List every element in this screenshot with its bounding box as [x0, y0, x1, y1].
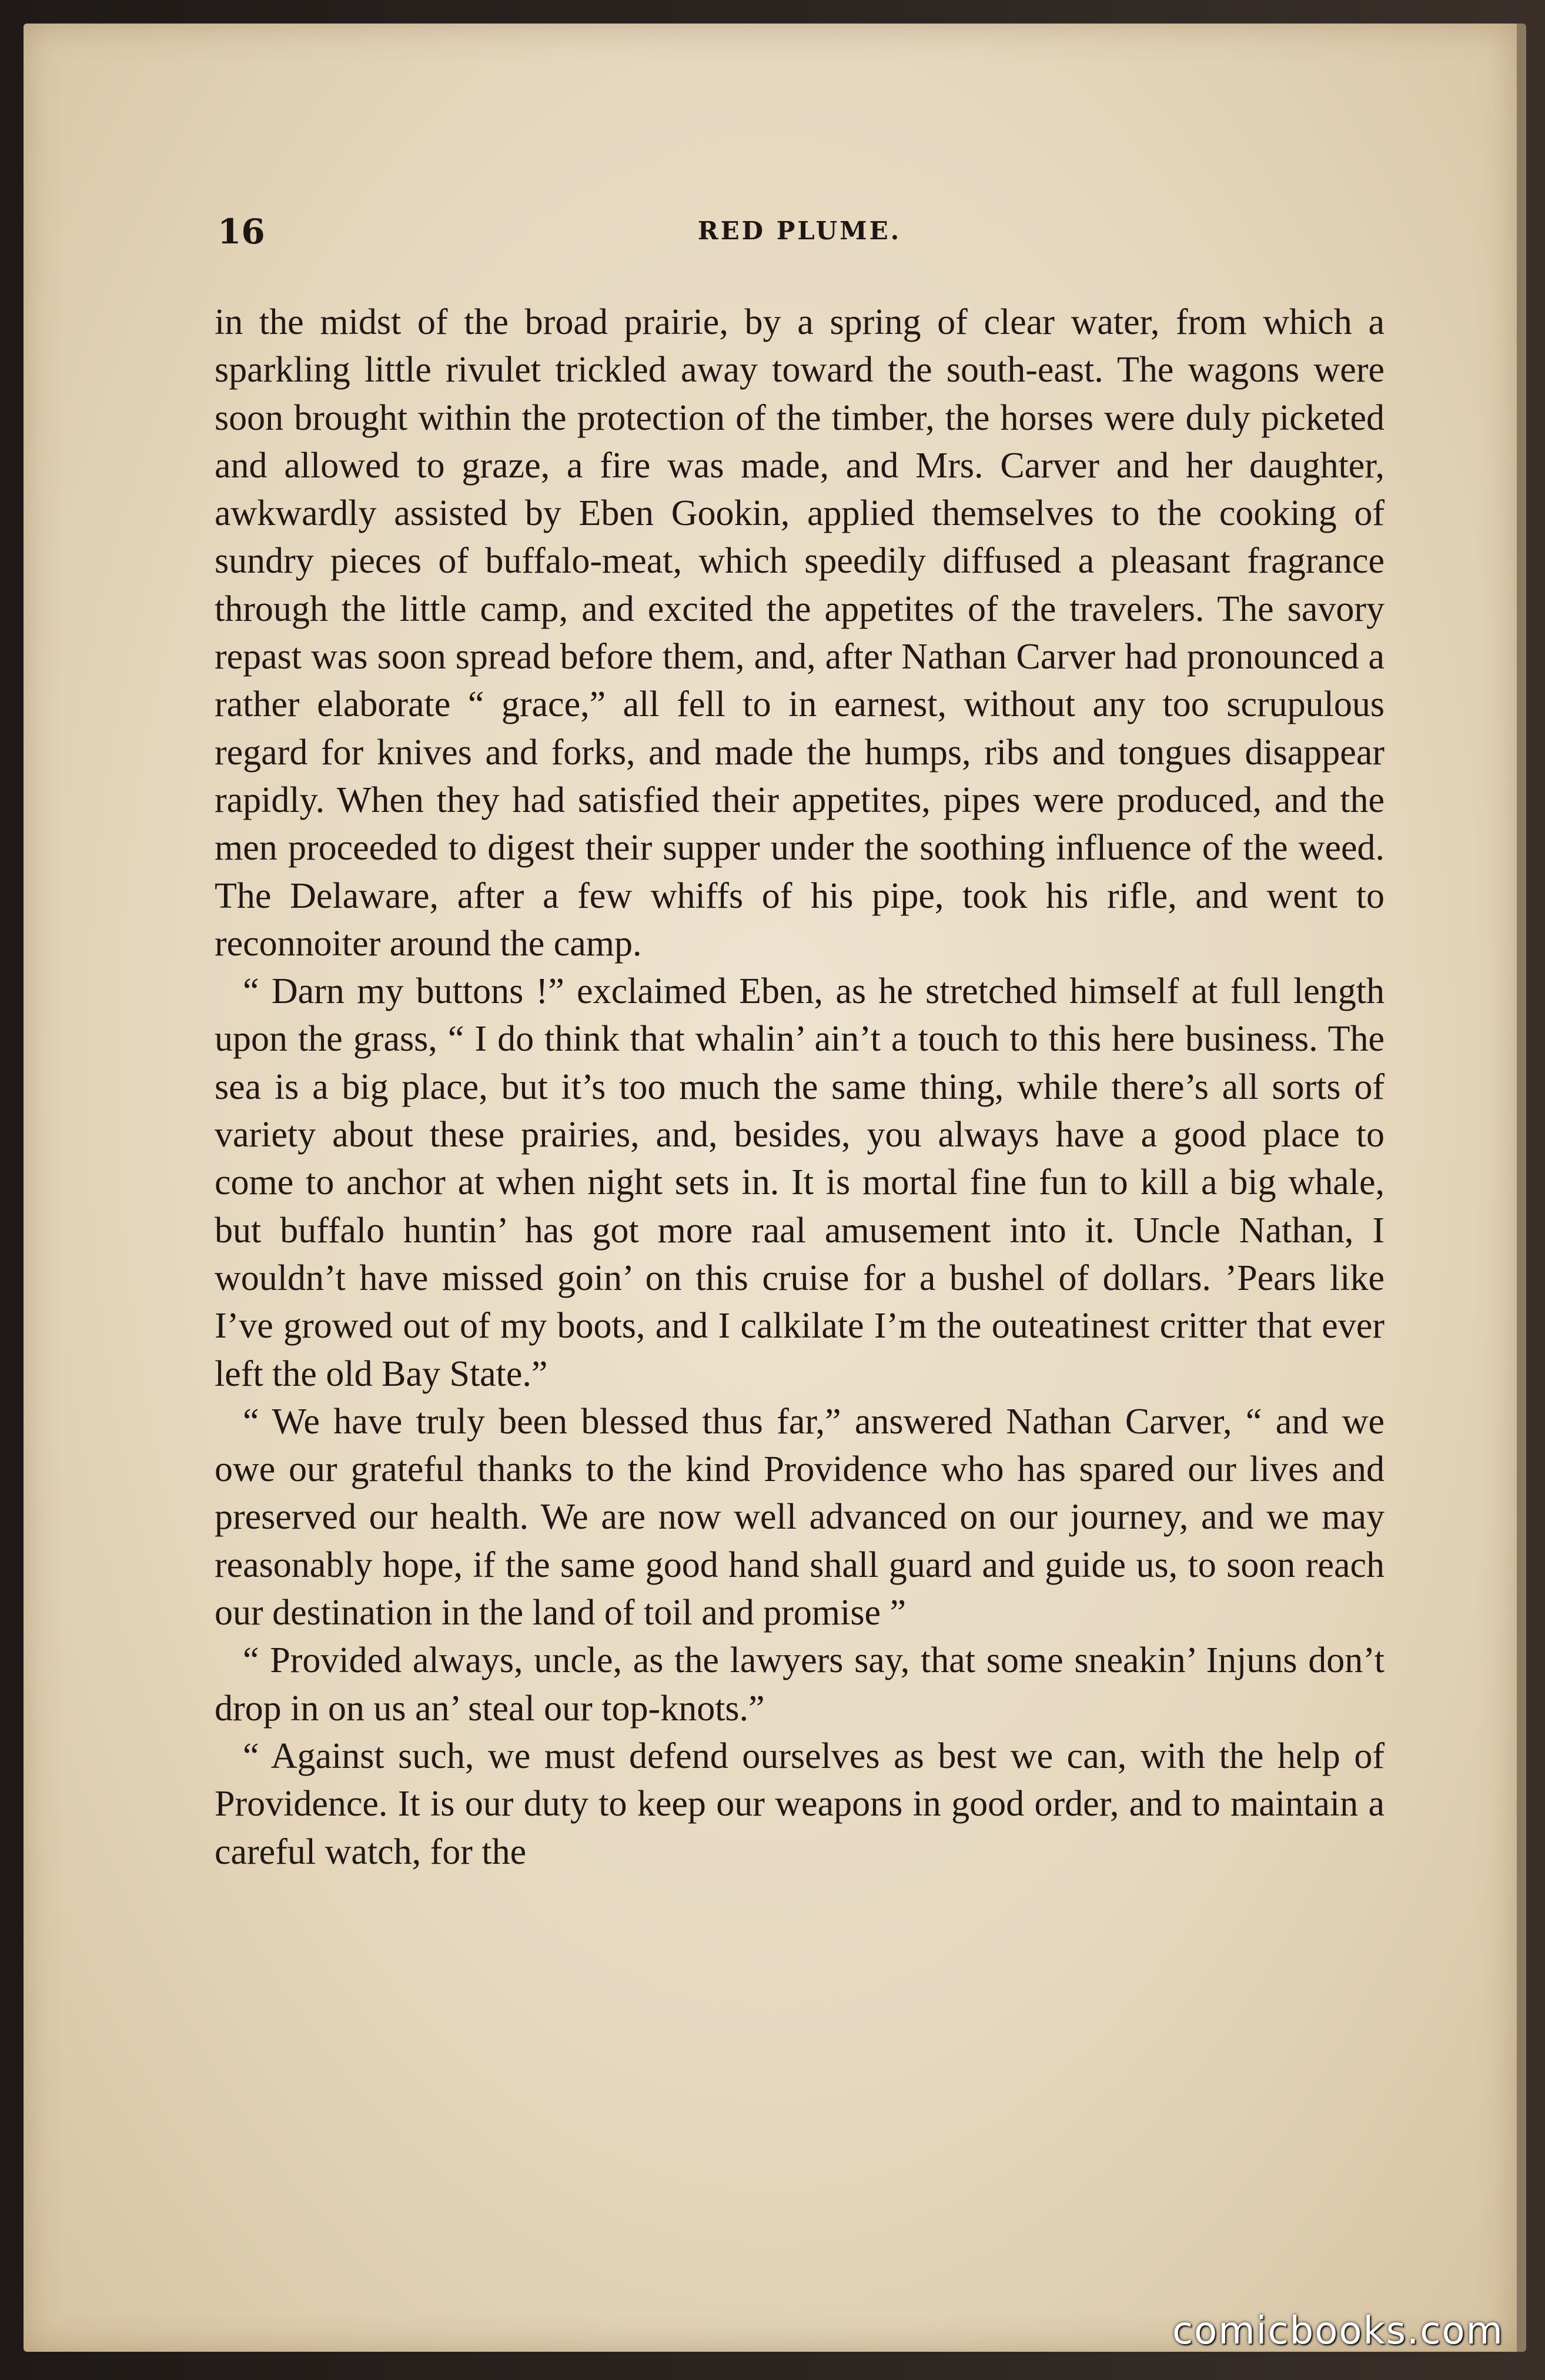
site-watermark: comicbooks.com: [1172, 2309, 1504, 2353]
book-page: [24, 24, 1526, 2352]
paragraph-3: “ We have truly been blessed thus far,” answered Nathan Carver, “ and we owe our grateful thanks to the kind Providence who has spared our lives and preserved our health. We are now well advanced on our journey, and we may reasonably hope, if the same good hand shall guard and guide us, to soon reach our destination in the land of toil and promise ”: [215, 1401, 1385, 1633]
page-number: 16: [218, 212, 265, 252]
paragraph-1: in the midst of the broad prairie, by a spring of clear water, from which a sparkling little rivulet trickled away toward the south-east. The wagons were soon brought within the protection of the timber, the horses were duly picketed and allowed to graze, a fire was made, and Mrs. Carver and her daughter, awkwardly assisted by Eben Gookin, applied themselves to the cooking of sundry pieces of buffalo-meat, which speedily diffused a pleasant fragrance through the little camp, and excited the appetites of the travelers. The savory repast was soon spread before them, and, after Nathan Carver had pronounced a rather elaborate “ grace,” all fell to in earnest, without any too scrupulous regard for knives and forks, and made the humps, ribs and tongues disappear rapidly. When they had satisfied their appetites, pipes were produced, and the men proceeded to digest their supper under the soothing influence of the weed. The Delaware, after a few whiffs of his pipe, took his rifle, and went to reconnoiter around the camp.: [215, 302, 1385, 964]
paragraph-4: “ Provided always, uncle, as the lawyers say, that some sneakin’ Injuns don’t drop in on us an’ steal our top-knots.”: [215, 1640, 1385, 1729]
paragraph-2: “ Darn my buttons !” exclaimed Eben, as he stretched himself at full length upon the grass, “ I do think that whalin’ ain’t a touch to this here business. The sea is a big place, but it’s too much the same thing, while there’s all sorts of variety about these prairies, and, besides, you always have a good place to come to anchor at when night sets in. It is mortal fine fun to kill a big whale, but buffalo huntin’ has got more raal amusement into it. Uncle Nathan, I wouldn’t have missed goin’ on this cruise for a bushel of dollars. ’Pears like I’ve growed out of my boots, and I calkilate I’m the outeatinest critter that ever left the old Bay State.”: [215, 971, 1385, 1394]
body-text: [215, 299, 1385, 1876]
running-head: [215, 212, 1385, 259]
running-title: RED PLUME.: [697, 216, 902, 245]
paragraph-5: “ Against such, we must defend ourselves as best we can, with the help of Providence. It is our duty to keep our weapons in good order, and to maintain a careful watch, for the: [215, 1736, 1385, 1872]
page-content: [215, 212, 1385, 1876]
